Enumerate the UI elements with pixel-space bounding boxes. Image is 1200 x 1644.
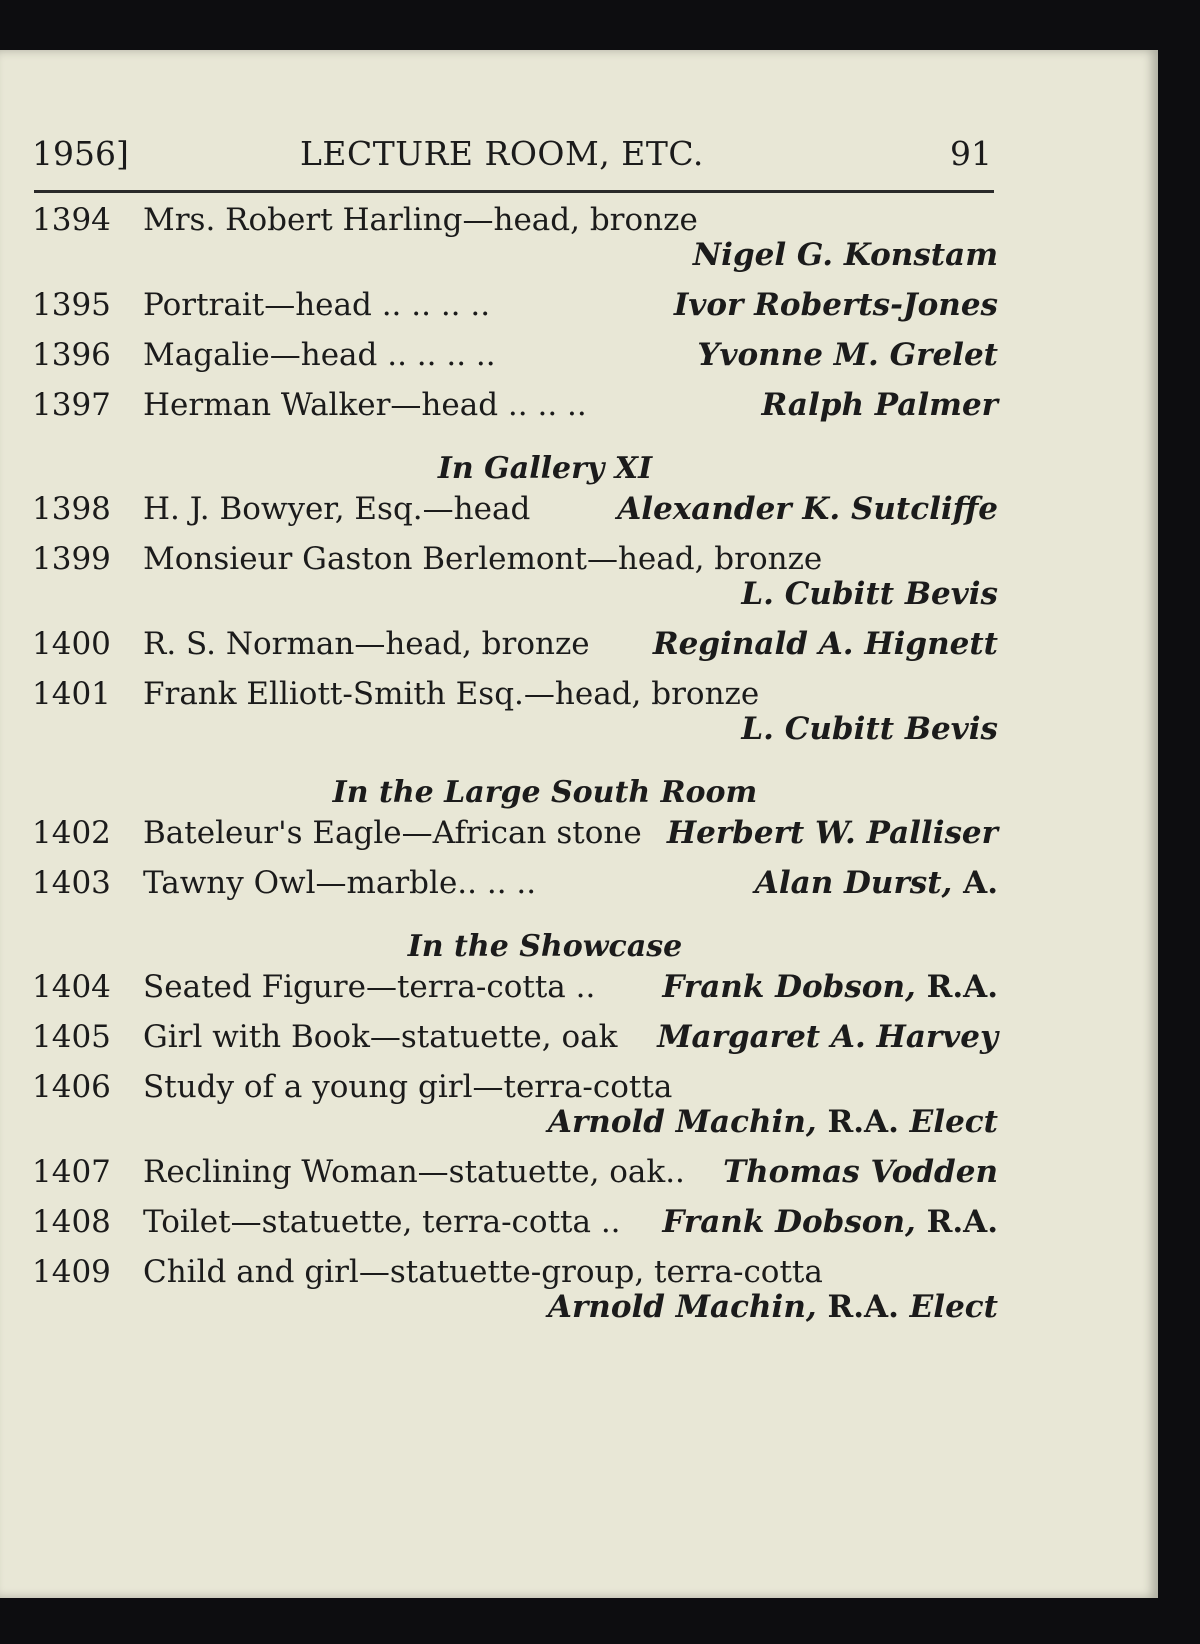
artist-name: Arnold Machin, bbox=[547, 1104, 817, 1140]
entry-number: 1401 bbox=[32, 676, 111, 712]
entry-artist bbox=[548, 1104, 998, 1140]
entry-number: 1402 bbox=[32, 815, 111, 851]
artist-title: R.A. bbox=[816, 1289, 910, 1325]
section-heading: In the Large South Room bbox=[332, 775, 758, 810]
artist-name: Frank Dobson, bbox=[662, 969, 916, 1005]
artist-title-elect: Elect bbox=[909, 1104, 998, 1140]
entry-artist bbox=[662, 1204, 998, 1241]
artist-name: Nigel G. Konstam bbox=[692, 237, 998, 273]
artist-title: A. bbox=[952, 865, 998, 901]
entry-number: 1399 bbox=[32, 541, 111, 577]
entry-number: 1398 bbox=[32, 491, 111, 527]
catalogue-entry bbox=[32, 815, 998, 852]
artist-name: Alexander K. Sutcliffe bbox=[617, 491, 998, 527]
artist-title: R.A. bbox=[915, 1204, 998, 1240]
entry-artist bbox=[741, 576, 998, 612]
catalogue-entry bbox=[32, 969, 998, 1006]
entry-description: Mrs. Robert Harling—head, bronze bbox=[143, 202, 698, 238]
artist-name: L. Cubitt Bevis bbox=[741, 576, 998, 612]
entry-description: Tawny Owl—marble.. .. .. bbox=[143, 865, 537, 901]
entry-description: Seated Figure—terra-cotta .. bbox=[143, 969, 596, 1005]
entry-number: 1405 bbox=[32, 1019, 111, 1055]
artist-title: R.A. bbox=[816, 1104, 910, 1140]
book-page bbox=[0, 50, 1158, 1598]
artist-name: Ivor Roberts-Jones bbox=[673, 287, 998, 323]
entry-number: 1409 bbox=[32, 1254, 111, 1290]
entry-number: 1406 bbox=[32, 1069, 111, 1105]
entry-description: H. J. Bowyer, Esq.—head bbox=[143, 491, 531, 527]
catalogue-entry bbox=[32, 676, 998, 748]
artist-name: Frank Dobson, bbox=[662, 1204, 916, 1240]
catalogue-entry bbox=[32, 287, 998, 324]
artist-name: Thomas Vodden bbox=[723, 1154, 998, 1190]
artist-name: Ralph Palmer bbox=[761, 387, 998, 423]
entry-number: 1396 bbox=[32, 337, 111, 373]
artist-name: Arnold Machin, bbox=[547, 1289, 817, 1325]
catalogue-entry bbox=[32, 1154, 998, 1191]
catalogue-entry bbox=[32, 387, 998, 424]
catalogue-entry bbox=[32, 626, 998, 663]
catalogue-entry bbox=[32, 1204, 998, 1241]
catalogue-list bbox=[32, 202, 998, 1326]
artist-name: L. Cubitt Bevis bbox=[741, 711, 998, 747]
entry-number: 1394 bbox=[32, 202, 111, 238]
entry-number: 1408 bbox=[32, 1204, 111, 1240]
artist-name: Reginald A. Hignett bbox=[652, 626, 998, 662]
artist-title-elect: Elect bbox=[909, 1289, 998, 1325]
page-number: 91 bbox=[950, 134, 992, 173]
artist-title: R.A. bbox=[915, 969, 998, 1005]
entry-description: Reclining Woman—statuette, oak.. bbox=[143, 1154, 685, 1190]
header-year: 1956] bbox=[32, 134, 129, 173]
entry-artist bbox=[653, 626, 998, 663]
catalogue-entry bbox=[32, 1069, 998, 1141]
entry-description: Herman Walker—head .. .. .. bbox=[143, 387, 587, 423]
entry-artist bbox=[674, 287, 998, 324]
entry-artist bbox=[723, 1154, 998, 1191]
entry-description: Portrait—head .. .. .. .. bbox=[143, 287, 491, 323]
artist-name: Alan Durst, bbox=[754, 865, 953, 901]
artist-name: Margaret A. Harvey bbox=[657, 1019, 998, 1055]
entry-description: Frank Elliott-Smith Esq.—head, bronze bbox=[143, 676, 760, 712]
catalogue-entry bbox=[32, 541, 998, 613]
entry-artist bbox=[662, 969, 998, 1006]
entry-description: Bateleur's Eagle—African stone bbox=[143, 815, 642, 851]
catalogue-entry bbox=[32, 865, 998, 902]
entry-artist bbox=[693, 237, 998, 273]
header-rule bbox=[34, 190, 994, 193]
entry-description: Magalie—head .. .. .. .. bbox=[143, 337, 496, 373]
artist-name: Yvonne M. Grelet bbox=[697, 337, 998, 373]
entry-number: 1407 bbox=[32, 1154, 111, 1190]
entry-description: R. S. Norman—head, bronze bbox=[143, 626, 590, 662]
entry-artist bbox=[755, 865, 998, 902]
entry-artist bbox=[548, 1289, 998, 1325]
section-heading: In the Showcase bbox=[407, 929, 683, 964]
entry-artist bbox=[761, 387, 998, 424]
running-header bbox=[32, 134, 992, 182]
artist-name: Herbert W. Palliser bbox=[666, 815, 998, 851]
entry-number: 1400 bbox=[32, 626, 111, 662]
entry-artist bbox=[697, 337, 998, 374]
catalogue-entry bbox=[32, 1019, 998, 1056]
header-title: LECTURE ROOM, ETC. bbox=[300, 134, 704, 173]
entry-number: 1403 bbox=[32, 865, 111, 901]
entry-description: Girl with Book—statuette, oak bbox=[143, 1019, 618, 1055]
catalogue-entry bbox=[32, 202, 998, 274]
entry-description: Study of a young girl—terra-cotta bbox=[143, 1069, 673, 1105]
catalogue-entry bbox=[32, 337, 998, 374]
entry-artist bbox=[657, 1019, 998, 1056]
entry-artist bbox=[741, 711, 998, 747]
catalogue-entry bbox=[32, 491, 998, 528]
entry-number: 1395 bbox=[32, 287, 111, 323]
catalogue-entry bbox=[32, 1254, 998, 1326]
section-heading: In Gallery XI bbox=[437, 451, 653, 486]
entry-description: Toilet—statuette, terra-cotta .. bbox=[143, 1204, 621, 1240]
entry-artist bbox=[667, 815, 998, 852]
entry-description: Monsieur Gaston Berlemont—head, bronze bbox=[143, 541, 823, 577]
entry-description: Child and girl—statuette-group, terra-cotta bbox=[143, 1254, 823, 1290]
entry-number: 1397 bbox=[32, 387, 111, 423]
entry-artist bbox=[617, 491, 998, 528]
entry-number: 1404 bbox=[32, 969, 111, 1005]
